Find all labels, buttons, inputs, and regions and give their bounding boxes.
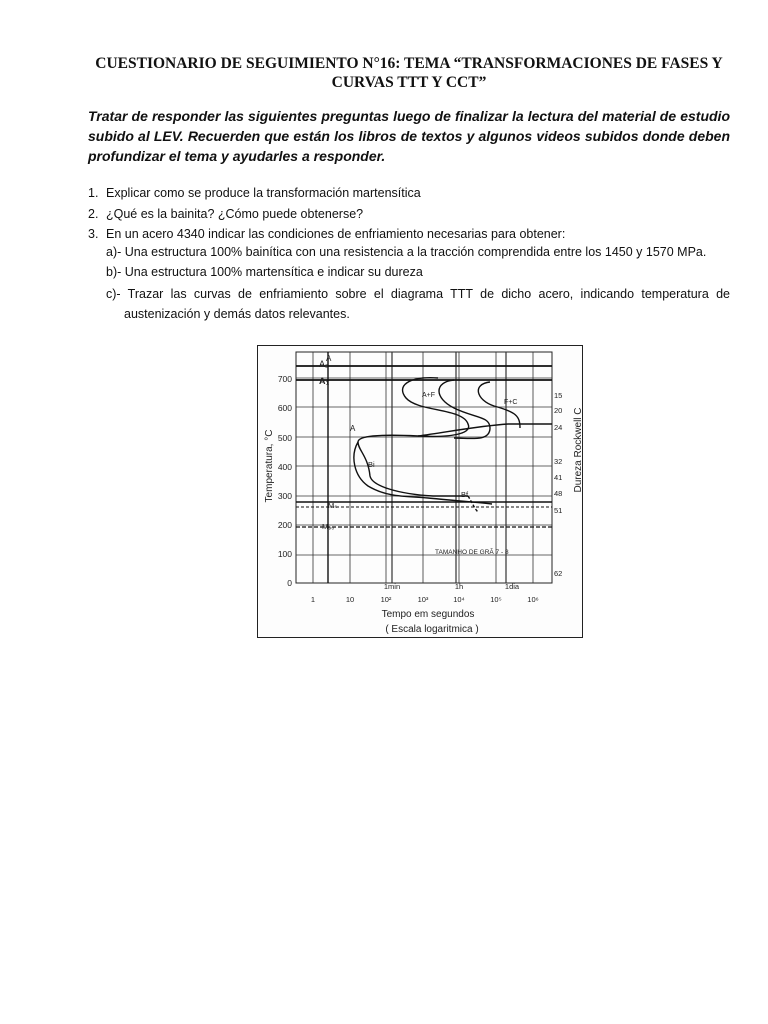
x-tick: 10³	[417, 595, 429, 604]
x-tick: 10	[345, 595, 355, 604]
intro-paragraph: Tratar de responder las siguientes preguntas luego de finalizar la lectura del material de estudio subido al LEV. Recuerden que están los libros de textos y algunos videos subidos donde deben profundizar el tema y ayudarles a responder.	[88, 108, 730, 164]
y-tick: 0	[287, 578, 292, 588]
label-a3: A₃	[319, 359, 329, 369]
label-a1: A₁	[319, 376, 330, 386]
x-tick: 10⁵	[490, 595, 502, 604]
subitem-b: b)- Una estructura 100% martensítica e indicar su dureza	[106, 265, 423, 279]
document-title: CUESTIONARIO DE SEGUIMIENTO N°16: TEMA “TRANSFORMACIONES DE FASES Y CURVAS TTT Y CCT”	[95, 55, 723, 91]
y-tick: 700	[277, 374, 292, 384]
x-axis-ticks	[311, 595, 539, 604]
hardness-tick: 32	[554, 457, 563, 466]
y-axis-title: Temperatura, °C	[264, 429, 275, 503]
subitem-a: a)- Una estructura 100% bainítica con una resistencia a la tracción comprendida entre los 1450 y 1570 MPa.	[106, 245, 707, 259]
label-grain-size: TAMANHO DE GRÃ 7 - 8	[435, 549, 509, 556]
x-tick: 10⁶	[527, 595, 539, 604]
x-tick: 1	[310, 595, 316, 604]
plot-frame	[296, 352, 552, 583]
bainite-finish-tail	[468, 496, 478, 512]
label-ms: Mₛ	[328, 501, 338, 510]
y-tick: 600	[277, 403, 292, 413]
region-labels	[319, 354, 517, 556]
subitem-c-text: c)- Trazar las curvas de enfriamiento sobre el diagrama TTT de dicho acero, indicando temperatura de austenización y demás datos relevantes.	[106, 287, 730, 321]
time-mark: 1dia	[504, 582, 520, 591]
ttt-curves	[354, 378, 552, 512]
y-tick: 100	[277, 549, 292, 559]
ttt-diagram	[257, 345, 583, 638]
hardness-tick: 62	[554, 569, 563, 578]
hardness-ticks	[554, 391, 562, 578]
question-text: Explicar como se produce la transformación martensítica	[106, 186, 421, 200]
label-a-plus-f: A+F	[422, 392, 436, 399]
hardness-tick: 41	[554, 473, 563, 482]
question-text: En un acero 4340 indicar las condiciones de enfriamiento necesarias para obtener:	[106, 227, 566, 241]
right-axis-title: Dureza Rockwell C	[573, 407, 584, 493]
time-mark: 1min	[383, 582, 401, 591]
label-m90: M₉₀	[322, 522, 335, 531]
label-bf: Bf	[461, 490, 469, 499]
hardness-tick: 15	[554, 391, 563, 400]
hardness-tick: 20	[554, 406, 563, 415]
subitem-c	[106, 284, 730, 324]
hardness-tick: 51	[554, 506, 563, 515]
y-axis-ticks	[278, 374, 292, 588]
question-number: 3.	[88, 227, 99, 241]
label-f-plus-c: F+C	[504, 399, 518, 406]
y-tick: 200	[277, 520, 292, 530]
x-axis-subtitle: ( Escala logaritmica )	[385, 624, 479, 635]
y-tick: 300	[277, 491, 292, 501]
hardness-tick: 24	[554, 423, 563, 432]
x-tick: 10²	[380, 595, 392, 604]
question-number: 1.	[88, 186, 99, 200]
question-text: ¿Qué es la bainita? ¿Cómo puede obtenerse?	[106, 207, 364, 221]
label-a-top: A	[326, 354, 332, 363]
upper-branch	[418, 424, 552, 436]
x-axis-title: Tempo em segundos	[381, 609, 475, 620]
label-a-mid: A	[350, 424, 356, 433]
time-mark: 1h	[454, 582, 464, 591]
label-bi: Bi	[368, 460, 375, 469]
y-tick: 400	[277, 462, 292, 472]
y-tick: 500	[277, 433, 292, 443]
ttt-diagram-svg	[258, 346, 582, 637]
x-tick: 10⁴	[453, 595, 465, 604]
hardness-tick: 48	[554, 489, 563, 498]
question-number: 2.	[88, 207, 99, 221]
